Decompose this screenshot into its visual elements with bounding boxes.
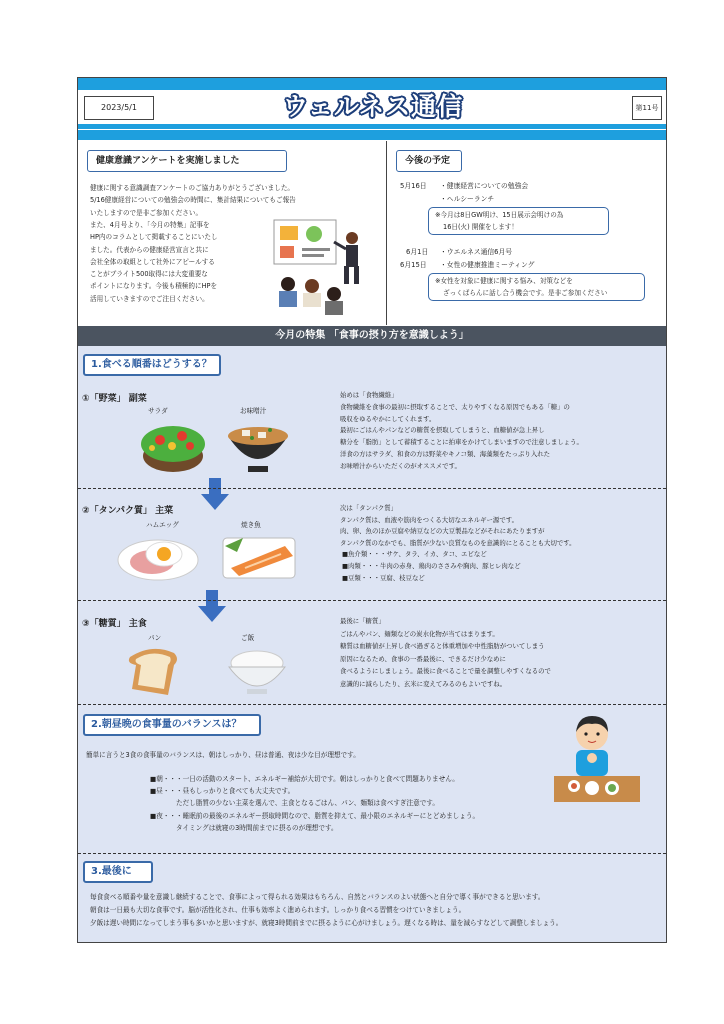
s2-title: ②「タンパク質」 主菜 — [82, 506, 174, 516]
s1-text-line: お味噌汁からいただくのがオススメです。 — [340, 461, 461, 470]
schedule-date-1: 5月16日 — [400, 182, 427, 190]
s2-text-line: 肉、卵、魚のほか豆腐や納豆などの大豆製品などがそれにあたりますが — [340, 527, 545, 536]
divider-4 — [78, 853, 666, 854]
s1-text-line: 最初にごはんやパンなどの糖質を摂取してしまうと、血糖値が急上昇し — [340, 426, 545, 435]
schedule-date-3: 6月1日 — [406, 248, 429, 256]
divider-2 — [78, 600, 666, 601]
section3-heading: 3.最後に — [83, 861, 153, 883]
s3-text-line: 糖質は血糖値が上昇し食べ過ぎると体重増加や中性脂肪がついてしまう — [340, 642, 545, 651]
survey-text-line: ことがブライト500取得には大変重要な — [90, 270, 208, 279]
s2-text-line: ■肉類・・・牛肉の赤身、鶏肉のささみや胸肉、豚ヒレ肉など — [342, 562, 521, 570]
s2-text-line: タンパク質のなかでも、脂質が少ない良質なものを意識的にとることも大切です。 — [340, 538, 576, 547]
schedule-date-4: 6月15日 — [400, 261, 427, 269]
section1-heading: 1.食べる順番はどうする？ — [83, 354, 221, 376]
s1-text-line: 糖分を「脂肪」として蓄積することに拍車をかけてしまいますので注意しましょう。 — [340, 438, 583, 447]
s2-caption-1: ハムエッグ — [146, 521, 179, 529]
down-arrow-2 — [198, 590, 226, 622]
divider-1 — [78, 488, 666, 489]
rice-image — [224, 645, 290, 697]
sec2-text-line: ■昼・・・昼もしっかりと食べても大丈夫です。 — [150, 787, 295, 796]
issue-number: 第11号 — [632, 96, 662, 120]
s3-text-line: 原因になるため、食事の一番最後に、できるだけ少なめに — [340, 654, 506, 663]
s3-title: ③「糖質」 主食 — [82, 619, 147, 629]
s1-caption-2: お味噌汁 — [240, 407, 267, 415]
sec2-text-line: ただし脂質の少ない主菜を選んで、主食となるごはん、パン、麺類は食べすぎ注意です。 — [176, 799, 439, 808]
section2-heading: 2.朝昼晩の食事量のバランスは？ — [83, 714, 261, 736]
survey-text-line: 会社全体の取組として社外にアピールする — [90, 257, 215, 266]
schedule-item-3: ・ウエルネス通信6月号 — [440, 248, 513, 256]
schedule-note-2: ※女性を対象に健康に関する悩み、対策などを ざっくばらんに話し合う機会です。是非ご参加ください — [428, 273, 645, 301]
s3-text-line: 最後に「糖質」 — [340, 617, 385, 625]
s3-text-line: 食べるようにしましょう。最後に食べることで量を調整しやすくなるので — [340, 667, 551, 676]
eating-boy-illustration — [552, 708, 642, 806]
s2-text-line: ■魚介類・・・サケ、タラ、イカ、タコ、エビなど — [342, 550, 487, 559]
schedule-item-4: ・女性の健康推進ミーティング — [440, 261, 535, 269]
sec2-text-line: ■夜・・・睡眠前の最後のエネルギー摂取時間なので、脂質を抑えて、最小限のエネルギーにとどめましょう。 — [150, 811, 480, 820]
s3-caption-1: パン — [148, 634, 162, 642]
meeting-illustration — [264, 216, 374, 316]
sec2-text-line: ■朝・・・一日の活動のスタート、エネルギー補給が大切です。朝はしっかりと食べて問題ありません。 — [150, 775, 459, 783]
title-row — [78, 90, 666, 124]
band-thin — [78, 124, 666, 129]
s1-text-line: 洋食の方はサラダ、和食の方は野菜やキノコ類、海藻類をたっぷり入れた — [340, 450, 550, 458]
down-arrow-1 — [201, 478, 229, 510]
s3-text-line: 意識的に減らしたり、玄米に変えてみるのもよいですね。 — [340, 680, 507, 688]
s3-caption-2: ご飯 — [241, 634, 255, 642]
survey-text-line: HP内のコラムとして掲載することにいたし — [90, 233, 218, 242]
schedule-item-1: ・健康経営についての勉強会 — [440, 182, 529, 190]
top-band — [78, 78, 666, 90]
grilled-fish-image — [221, 534, 297, 580]
sec3-text-line: 夕飯は遅い時間になってしまう事も多いかと思いますが、就寝3時間前までに摂るように心がけましょう。遅くなる時は、量を減らすなどして調整しましょう。 — [90, 918, 563, 927]
ham-egg-image — [116, 532, 200, 582]
sec2-intro: 簡単に言うと3食の食事量のバランスは、朝はしっかり、昼は普通、夜は少な目が理想です。 — [86, 751, 360, 759]
survey-text-line: 活用していきますのでご注目ください。 — [90, 294, 209, 303]
survey-heading: 健康意識アンケートを実施しました — [87, 150, 287, 172]
s2-text-line: 次は「タンパク質」 — [340, 504, 398, 512]
schedule-item-2: ・ヘルシーランチ — [440, 195, 495, 203]
s1-title: ①「野菜」 副菜 — [82, 394, 147, 404]
s2-caption-2: 焼き魚 — [241, 521, 261, 529]
s1-text-line: 食物繊維を食事の最初に摂取することで、太りやすくなる原因でもある「糖」の — [340, 402, 570, 411]
sec3-text-line: 毎食食べる順番や量を意識し継続することで、食事によって得られる効果はもちろん、自然とバランスのよい状態へと自分で導く事ができると思います。 — [90, 893, 545, 901]
divider-3 — [78, 704, 666, 705]
survey-text-line: ました。代表からの健康経営宣言と共に — [90, 245, 209, 254]
survey-text-line: 5/16健康経営についての勉強会の時間に、集計結果についてもご報告 — [90, 196, 296, 205]
feature-title: 今月の特集 「食事の摂り方を意識しよう」 — [78, 326, 666, 346]
s2-text-line: タンパク質は、血液や筋肉をつくる大切なエネルギー源です。 — [340, 515, 518, 524]
column-divider — [386, 141, 387, 325]
schedule-note-1: ※今月は8日GW明け、15日展示会明けの為 16日(火) 開催をします！ — [428, 207, 609, 235]
newsletter-title: ウェルネス通信 — [282, 92, 464, 121]
survey-text-line: ポイントになります。今後も積極的にHPを — [90, 282, 218, 291]
salad-image — [138, 416, 208, 474]
sec3-text-line: 朝食は一日最も大切な食事です。脳が活性化され、仕事も効率よく進められます。しっかり食べる習慣をつけていきましょう。 — [90, 905, 466, 914]
newsletter-page — [77, 77, 667, 943]
schedule-heading: 今後の予定 — [396, 150, 462, 172]
s1-text-line: 吸収をゆるやかにしてくれます。 — [340, 414, 436, 423]
sec2-text-line: タイミングは就寝の3時間前までに摂るのが理想です。 — [176, 823, 338, 832]
survey-text-line: 健康に関する意識調査アンケートのご協力ありがとうございました。 — [90, 184, 295, 192]
s1-text-line: 始めは「食物繊維」 — [340, 391, 398, 399]
s3-text-line: ごはんやパン、麺類などの炭水化物が当てはまります。 — [340, 629, 499, 638]
miso-soup-image — [224, 418, 292, 476]
band-2 — [78, 130, 666, 140]
s1-caption-1: サラダ — [148, 407, 168, 415]
bread-image — [122, 643, 184, 699]
s2-text-line: ■豆類・・・豆腐、枝豆など — [342, 573, 425, 582]
issue-date: 2023/5/1 — [84, 96, 154, 120]
survey-text-line: また、4月号より、「今月の特集」記事を — [90, 220, 210, 229]
survey-text-line: いたしますので是非ご参加ください。 — [90, 208, 203, 217]
